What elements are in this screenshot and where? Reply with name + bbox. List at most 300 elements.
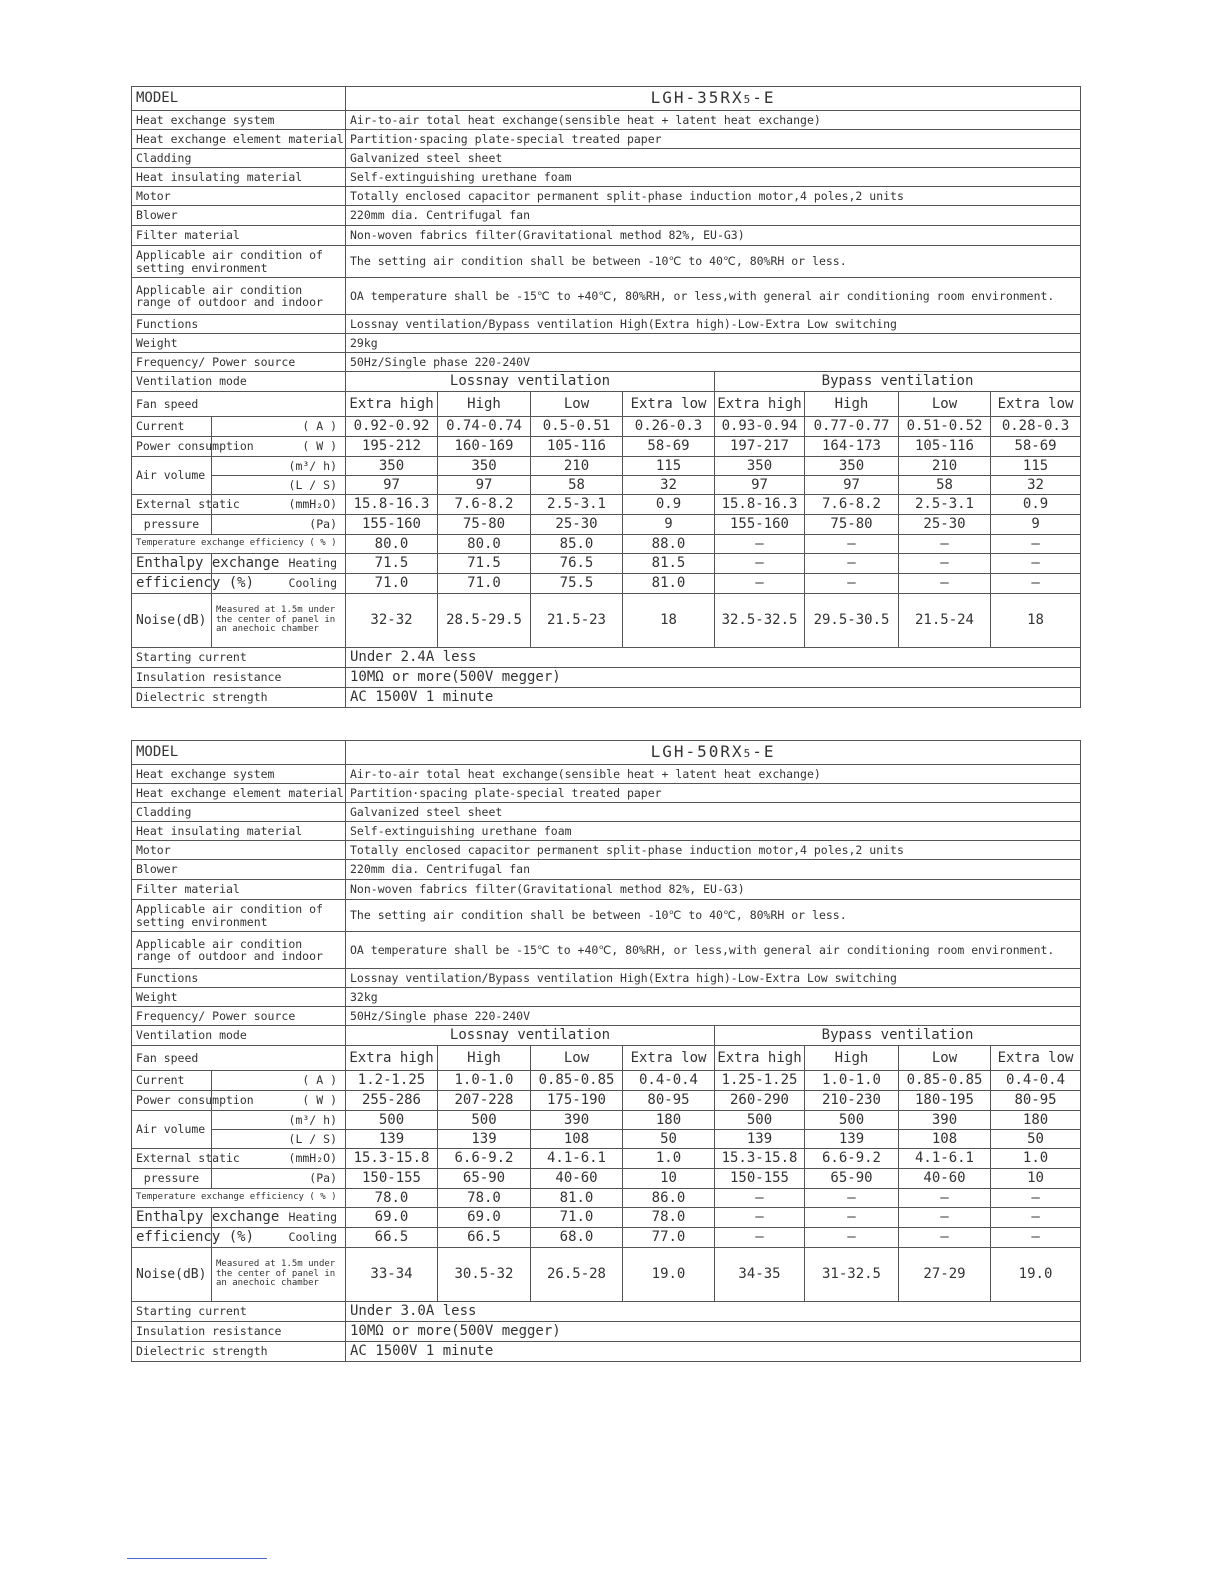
noise-label: Noise(dB): [132, 594, 212, 648]
air-volume-m3h-value: 390: [531, 1111, 623, 1130]
enthalpy-cooling-value: 81.0: [623, 574, 715, 594]
model-name: LGH-35RX: [650, 88, 744, 108]
weight-value: 32kg: [346, 988, 1081, 1007]
esp-mmh2o-value: 15.3-15.8: [346, 1149, 438, 1169]
functions-label: Functions: [132, 315, 346, 334]
table-row: [132, 988, 1081, 1007]
model-value: [346, 741, 1081, 765]
table-row: [132, 476, 1081, 495]
cooling-label: Cooling: [212, 574, 346, 594]
current-value: 0.85-0.85: [899, 1071, 991, 1091]
esp-pa-value: 75-80: [805, 515, 899, 535]
enthalpy-cooling-value: —: [715, 1228, 805, 1248]
power-consumption-label: Power consumption: [132, 1091, 212, 1111]
esp-mmh2o-value: 6.6-9.2: [438, 1149, 531, 1169]
enthalpy-cooling-value: 66.5: [438, 1228, 531, 1248]
enthalpy-heating-value: —: [715, 554, 805, 574]
fan-speed-header: High: [805, 1046, 899, 1071]
enthalpy-heating-value: —: [715, 1208, 805, 1228]
esp-pa-value: 65-90: [805, 1169, 899, 1189]
air-volume-ls-value: 50: [991, 1130, 1081, 1149]
current-value: 1.0-1.0: [438, 1071, 531, 1091]
current-value: 0.85-0.85: [531, 1071, 623, 1091]
air-volume-m3h-value: 210: [531, 457, 623, 476]
temperature-efficiency-value: 80.0: [346, 535, 438, 554]
bypass-ventilation-header: Bypass ventilation: [715, 1026, 1081, 1046]
table-row: [132, 1169, 1081, 1189]
power-consumption-value: 197-217: [715, 437, 805, 457]
model-suffix: -E: [752, 88, 776, 108]
current-value: 1.25-1.25: [715, 1071, 805, 1091]
blower-label: Blower: [132, 860, 346, 880]
enthalpy-label: Enthalpy exchange: [132, 1208, 212, 1228]
enthalpy-cooling-value: 71.0: [438, 574, 531, 594]
table-row: [132, 648, 1081, 668]
esp-mmh2o-value: 4.1-6.1: [531, 1149, 623, 1169]
model-subscript: 5: [743, 93, 753, 107]
table-row: [132, 372, 1081, 392]
esp-mmh2o-value: 0.9: [623, 495, 715, 515]
heat-exchange-system-label: Heat exchange system: [132, 765, 346, 784]
esp-mmh2o-value: 7.6-8.2: [805, 495, 899, 515]
heating-label: Heating: [212, 554, 346, 574]
fan-speed-header: Extra low: [991, 1046, 1081, 1071]
temperature-efficiency-value: —: [899, 535, 991, 554]
esp-pa-value: 25-30: [531, 515, 623, 535]
table-row: [132, 392, 1081, 417]
table-row: [132, 1208, 1081, 1228]
current-value: 0.74-0.74: [438, 417, 531, 437]
esp-pa-value: 40-60: [531, 1169, 623, 1189]
temperature-efficiency-value: 78.0: [346, 1189, 438, 1208]
table-row: [132, 353, 1081, 372]
current-value: 0.77-0.77: [805, 417, 899, 437]
power-consumption-value: 175-190: [531, 1091, 623, 1111]
air-volume-ls-value: 32: [623, 476, 715, 495]
fan-speed-header: Extra high: [346, 392, 438, 417]
noise-value: 26.5-28: [531, 1248, 623, 1302]
fan-speed-header: Extra low: [623, 1046, 715, 1071]
enthalpy-heating-value: 71.0: [531, 1208, 623, 1228]
applicable-air-setting-value: The setting air condition shall be between -10℃ to 40℃, 80%RH or less.: [346, 900, 1081, 932]
temperature-efficiency-label: Temperature exchange efficiency ( % ): [132, 535, 346, 554]
insulation-resistance-label: Insulation resistance: [132, 1322, 346, 1342]
heat-exchange-system-label: Heat exchange system: [132, 111, 346, 130]
air-volume-ls-value: 139: [346, 1130, 438, 1149]
enthalpy-heating-value: —: [805, 554, 899, 574]
fan-speed-header: Extra high: [715, 1046, 805, 1071]
fan-speed-header: High: [438, 392, 531, 417]
esp-mmh2o-value: 2.5-3.1: [531, 495, 623, 515]
current-value: 1.2-1.25: [346, 1071, 438, 1091]
ventilation-mode-label: Ventilation mode: [132, 372, 346, 392]
fan-speed-header: High: [805, 392, 899, 417]
table-row: [132, 315, 1081, 334]
air-volume-ls-value: 97: [805, 476, 899, 495]
air-volume-ls-value: 139: [715, 1130, 805, 1149]
power-consumption-value: 210-230: [805, 1091, 899, 1111]
filter-material-label: Filter material: [132, 880, 346, 900]
esp-mmh2o-value: 7.6-8.2: [438, 495, 531, 515]
cladding-value: Galvanized steel sheet: [346, 803, 1081, 822]
noise-value: 29.5-30.5: [805, 594, 899, 648]
air-volume-m3h-value: 350: [438, 457, 531, 476]
fan-speed-header: Extra low: [991, 392, 1081, 417]
enthalpy-heating-value: 81.5: [623, 554, 715, 574]
enthalpy-heating-value: —: [991, 1208, 1081, 1228]
noise-value: 31-32.5: [805, 1248, 899, 1302]
pressure-label: pressure: [132, 1169, 212, 1189]
current-value: 0.5-0.51: [531, 417, 623, 437]
model-value: [346, 87, 1081, 111]
frequency-power-label: Frequency/ Power source: [132, 353, 346, 372]
table-row: [132, 535, 1081, 554]
current-value: 1.0-1.0: [805, 1071, 899, 1091]
esp-pa-value: 25-30: [899, 515, 991, 535]
esp-pa-value: 40-60: [899, 1169, 991, 1189]
air-volume-unit-m3h: (m³/ h): [212, 1111, 346, 1130]
current-label: Current: [132, 417, 212, 437]
table-row: [132, 1007, 1081, 1026]
table-row: [132, 457, 1081, 476]
table-row: [132, 246, 1081, 278]
frequency-power-value: 50Hz/Single phase 220-240V: [346, 1007, 1081, 1026]
power-consumption-value: 164-173: [805, 437, 899, 457]
temperature-efficiency-value: 81.0: [531, 1189, 623, 1208]
table-row: [132, 969, 1081, 988]
model-label: MODEL: [132, 87, 346, 111]
esp-mmh2o-value: 15.3-15.8: [715, 1149, 805, 1169]
esp-mmh2o-value: 15.8-16.3: [346, 495, 438, 515]
table-row: [132, 168, 1081, 187]
starting-current-value: Under 3.0A less: [346, 1302, 1081, 1322]
table-row: [132, 495, 1081, 515]
table-row: [132, 1130, 1081, 1149]
heat-insulating-material-value: Self-extinguishing urethane foam: [346, 168, 1081, 187]
power-consumption-value: 105-116: [899, 437, 991, 457]
esp-pa-value: 65-90: [438, 1169, 531, 1189]
temperature-efficiency-value: —: [991, 1189, 1081, 1208]
table-row: [132, 594, 1081, 648]
air-volume-m3h-value: 350: [715, 457, 805, 476]
noise-value: 18: [623, 594, 715, 648]
model-name: LGH-50RX: [650, 742, 744, 762]
table-row: [132, 668, 1081, 688]
air-volume-m3h-value: 500: [346, 1111, 438, 1130]
table-row: [132, 515, 1081, 535]
temperature-efficiency-value: —: [805, 1189, 899, 1208]
motor-label: Motor: [132, 187, 346, 206]
fan-speed-header: Low: [899, 392, 991, 417]
noise-value: 19.0: [623, 1248, 715, 1302]
noise-value: 33-34: [346, 1248, 438, 1302]
motor-label: Motor: [132, 841, 346, 860]
enthalpy-heating-value: —: [899, 554, 991, 574]
power-consumption-value: 105-116: [531, 437, 623, 457]
esp-pa-value: 10: [623, 1169, 715, 1189]
esp-mmh2o-value: 6.6-9.2: [805, 1149, 899, 1169]
motor-value: Totally enclosed capacitor permanent split-phase induction motor,4 poles,2 units: [346, 841, 1081, 860]
table-row: [132, 87, 1081, 111]
air-volume-ls-value: 58: [899, 476, 991, 495]
insulation-resistance-value: 10MΩ or more(500V megger): [346, 1322, 1081, 1342]
table-row: [132, 1248, 1081, 1302]
current-value: 0.92-0.92: [346, 417, 438, 437]
air-volume-label: Air volume: [132, 1111, 212, 1149]
air-volume-m3h-value: 180: [991, 1111, 1081, 1130]
power-consumption-label: Power consumption: [132, 437, 212, 457]
air-volume-ls-value: 108: [531, 1130, 623, 1149]
fan-speed-header: Extra high: [346, 1046, 438, 1071]
air-volume-unit-ls: (L / S): [212, 1130, 346, 1149]
air-volume-m3h-value: 115: [991, 457, 1081, 476]
fan-speed-header: Low: [531, 1046, 623, 1071]
enthalpy-heating-value: —: [899, 1208, 991, 1228]
air-volume-ls-value: 139: [805, 1130, 899, 1149]
table-row: [132, 278, 1081, 315]
power-unit: ( W ): [212, 437, 346, 457]
air-volume-m3h-value: 350: [346, 457, 438, 476]
enthalpy-heating-value: —: [991, 554, 1081, 574]
current-value: 0.4-0.4: [623, 1071, 715, 1091]
power-unit: ( W ): [212, 1091, 346, 1111]
cladding-value: Galvanized steel sheet: [346, 149, 1081, 168]
enthalpy-cooling-value: —: [991, 574, 1081, 594]
applicable-air-range-label: Applicable air condition range of outdoor and indoor: [132, 932, 346, 969]
fan-speed-header: Extra low: [623, 392, 715, 417]
dielectric-strength-value: AC 1500V 1 minute: [346, 688, 1081, 708]
applicable-air-range-value: OA temperature shall be -15℃ to +40℃, 80%RH, or less,with general air conditioning room environment.: [346, 932, 1081, 969]
fan-speed-header: High: [438, 1046, 531, 1071]
heat-exchange-system-value: Air-to-air total heat exchange(sensible heat + latent heat exchange): [346, 111, 1081, 130]
dielectric-strength-value: AC 1500V 1 minute: [346, 1342, 1081, 1362]
lossnay-ventilation-header: Lossnay ventilation: [346, 372, 715, 392]
temperature-efficiency-value: 88.0: [623, 535, 715, 554]
heat-exchange-element-material-label: Heat exchange element material: [132, 130, 346, 149]
starting-current-value: Under 2.4A less: [346, 648, 1081, 668]
current-unit: ( A ): [212, 1071, 346, 1091]
esp-pa-value: 10: [991, 1169, 1081, 1189]
enthalpy-heating-value: 69.0: [346, 1208, 438, 1228]
current-value: 0.93-0.94: [715, 417, 805, 437]
heat-insulating-material-label: Heat insulating material: [132, 822, 346, 841]
air-volume-ls-value: 50: [623, 1130, 715, 1149]
fan-speed-label: Fan speed: [132, 392, 346, 417]
table-row: [132, 841, 1081, 860]
table-row: [132, 206, 1081, 226]
power-consumption-value: 260-290: [715, 1091, 805, 1111]
power-consumption-value: 80-95: [623, 1091, 715, 1111]
current-label: Current: [132, 1071, 212, 1091]
noise-measurement-note: Measured at 1.5m under the center of panel in an anechoic chamber: [212, 1248, 346, 1302]
enthalpy-heating-value: 76.5: [531, 554, 623, 574]
air-volume-label: Air volume: [132, 457, 212, 495]
esp-pa-value: 155-160: [346, 515, 438, 535]
enthalpy-cooling-value: 66.5: [346, 1228, 438, 1248]
esp-pa-value: 155-160: [715, 515, 805, 535]
table-row: [132, 1322, 1081, 1342]
air-volume-m3h-value: 500: [805, 1111, 899, 1130]
table-row: [132, 1189, 1081, 1208]
enthalpy-cooling-value: —: [899, 574, 991, 594]
current-value: 0.28-0.3: [991, 417, 1081, 437]
heat-exchange-system-value: Air-to-air total heat exchange(sensible heat + latent heat exchange): [346, 765, 1081, 784]
noise-value: 21.5-23: [531, 594, 623, 648]
blower-label: Blower: [132, 206, 346, 226]
temperature-efficiency-value: 86.0: [623, 1189, 715, 1208]
power-consumption-value: 58-69: [623, 437, 715, 457]
heating-label: Heating: [212, 1208, 346, 1228]
noise-value: 21.5-24: [899, 594, 991, 648]
esp-unit-pa: (Pa): [212, 515, 346, 535]
esp-mmh2o-value: 15.8-16.3: [715, 495, 805, 515]
table-row: [132, 111, 1081, 130]
heat-exchange-element-material-value: Partition·spacing plate-special treated paper: [346, 130, 1081, 149]
blower-value: 220mm dia. Centrifugal fan: [346, 860, 1081, 880]
esp-mmh2o-value: 1.0: [623, 1149, 715, 1169]
enthalpy-cooling-value: —: [805, 1228, 899, 1248]
noise-value: 27-29: [899, 1248, 991, 1302]
cladding-label: Cladding: [132, 149, 346, 168]
frequency-power-value: 50Hz/Single phase 220-240V: [346, 353, 1081, 372]
air-volume-unit-m3h: (m³/ h): [212, 457, 346, 476]
filter-material-value: Non-woven fabrics filter(Gravitational method 82%, EU-G3): [346, 226, 1081, 246]
table-row: [132, 1149, 1081, 1169]
table-row: [132, 574, 1081, 594]
power-consumption-value: 195-212: [346, 437, 438, 457]
table-row: [132, 437, 1081, 457]
enthalpy-cooling-value: —: [715, 574, 805, 594]
esp-pa-value: 150-155: [715, 1169, 805, 1189]
esp-mmh2o-value: 1.0: [991, 1149, 1081, 1169]
filter-material-label: Filter material: [132, 226, 346, 246]
table-row: [132, 1111, 1081, 1130]
spec-table-lgh-50: [131, 740, 1081, 1362]
starting-current-label: Starting current: [132, 1302, 346, 1322]
esp-pa-value: 9: [623, 515, 715, 535]
table-row: [132, 822, 1081, 841]
air-volume-unit-ls: (L / S): [212, 476, 346, 495]
air-volume-m3h-value: 180: [623, 1111, 715, 1130]
noise-label: Noise(dB): [132, 1248, 212, 1302]
applicable-air-setting-label: Applicable air condition of setting environment: [132, 246, 346, 278]
enthalpy-heating-value: 71.5: [346, 554, 438, 574]
enthalpy-heating-value: 78.0: [623, 1208, 715, 1228]
temperature-efficiency-value: 80.0: [438, 535, 531, 554]
enthalpy-cooling-value: —: [899, 1228, 991, 1248]
table-row: [132, 880, 1081, 900]
esp-unit-mmh2o: (mmH₂O): [212, 1149, 346, 1169]
weight-label: Weight: [132, 334, 346, 353]
noise-value: 30.5-32: [438, 1248, 531, 1302]
air-volume-ls-value: 58: [531, 476, 623, 495]
footnote-rule: [127, 1558, 267, 1559]
power-consumption-value: 160-169: [438, 437, 531, 457]
table-row: [132, 187, 1081, 206]
table-row: [132, 1046, 1081, 1071]
air-volume-ls-value: 97: [715, 476, 805, 495]
external-static-label: External static: [132, 1149, 212, 1169]
current-value: 0.51-0.52: [899, 417, 991, 437]
table-row: [132, 554, 1081, 574]
table-row: [132, 1302, 1081, 1322]
enthalpy-cooling-value: 71.0: [346, 574, 438, 594]
starting-current-label: Starting current: [132, 648, 346, 668]
dielectric-strength-label: Dielectric strength: [132, 688, 346, 708]
air-volume-m3h-value: 115: [623, 457, 715, 476]
enthalpy-cooling-value: —: [805, 574, 899, 594]
heat-insulating-material-value: Self-extinguishing urethane foam: [346, 822, 1081, 841]
motor-value: Totally enclosed capacitor permanent split-phase induction motor,4 poles,2 units: [346, 187, 1081, 206]
weight-label: Weight: [132, 988, 346, 1007]
enthalpy-cooling-value: 75.5: [531, 574, 623, 594]
weight-value: 29kg: [346, 334, 1081, 353]
applicable-air-setting-value: The setting air condition shall be between -10℃ to 40℃, 80%RH or less.: [346, 246, 1081, 278]
fan-speed-header: Extra high: [715, 392, 805, 417]
enthalpy-heating-value: 69.0: [438, 1208, 531, 1228]
enthalpy-efficiency-label: efficiency (%): [132, 574, 212, 594]
air-volume-ls-value: 97: [438, 476, 531, 495]
table-row: [132, 784, 1081, 803]
enthalpy-label: Enthalpy exchange: [132, 554, 212, 574]
insulation-resistance-value: 10MΩ or more(500V megger): [346, 668, 1081, 688]
esp-mmh2o-value: 0.9: [991, 495, 1081, 515]
applicable-air-range-label: Applicable air condition range of outdoor and indoor: [132, 278, 346, 315]
frequency-power-label: Frequency/ Power source: [132, 1007, 346, 1026]
fan-speed-header: Low: [531, 392, 623, 417]
power-consumption-value: 58-69: [991, 437, 1081, 457]
temperature-efficiency-value: —: [715, 535, 805, 554]
air-volume-m3h-value: 500: [438, 1111, 531, 1130]
enthalpy-heating-value: 71.5: [438, 554, 531, 574]
current-unit: ( A ): [212, 417, 346, 437]
table-row: [132, 1091, 1081, 1111]
fan-speed-label: Fan speed: [132, 1046, 346, 1071]
air-volume-m3h-value: 350: [805, 457, 899, 476]
temperature-efficiency-value: —: [715, 1189, 805, 1208]
table-row: [132, 334, 1081, 353]
air-volume-m3h-value: 390: [899, 1111, 991, 1130]
noise-value: 34-35: [715, 1248, 805, 1302]
table-row: [132, 1342, 1081, 1362]
model-suffix: -E: [752, 742, 776, 762]
filter-material-value: Non-woven fabrics filter(Gravitational method 82%, EU-G3): [346, 880, 1081, 900]
air-volume-ls-value: 32: [991, 476, 1081, 495]
esp-pa-value: 75-80: [438, 515, 531, 535]
applicable-air-range-value: OA temperature shall be -15℃ to +40℃, 80%RH, or less,with general air conditioning room environment.: [346, 278, 1081, 315]
noise-value: 19.0: [991, 1248, 1081, 1302]
table-row: [132, 1071, 1081, 1091]
air-volume-m3h-value: 500: [715, 1111, 805, 1130]
power-consumption-value: 207-228: [438, 1091, 531, 1111]
noise-value: 28.5-29.5: [438, 594, 531, 648]
table-row: [132, 149, 1081, 168]
model-subscript: 5: [743, 747, 753, 761]
temperature-efficiency-value: —: [805, 535, 899, 554]
ventilation-mode-label: Ventilation mode: [132, 1026, 346, 1046]
table-row: [132, 900, 1081, 932]
applicable-air-setting-label: Applicable air condition of setting environment: [132, 900, 346, 932]
lossnay-ventilation-header: Lossnay ventilation: [346, 1026, 715, 1046]
current-value: 0.26-0.3: [623, 417, 715, 437]
fan-speed-header: Low: [899, 1046, 991, 1071]
table-row: [132, 226, 1081, 246]
noise-value: 18: [991, 594, 1081, 648]
esp-unit-pa: (Pa): [212, 1169, 346, 1189]
blower-value: 220mm dia. Centrifugal fan: [346, 206, 1081, 226]
table-row: [132, 417, 1081, 437]
air-volume-ls-value: 108: [899, 1130, 991, 1149]
